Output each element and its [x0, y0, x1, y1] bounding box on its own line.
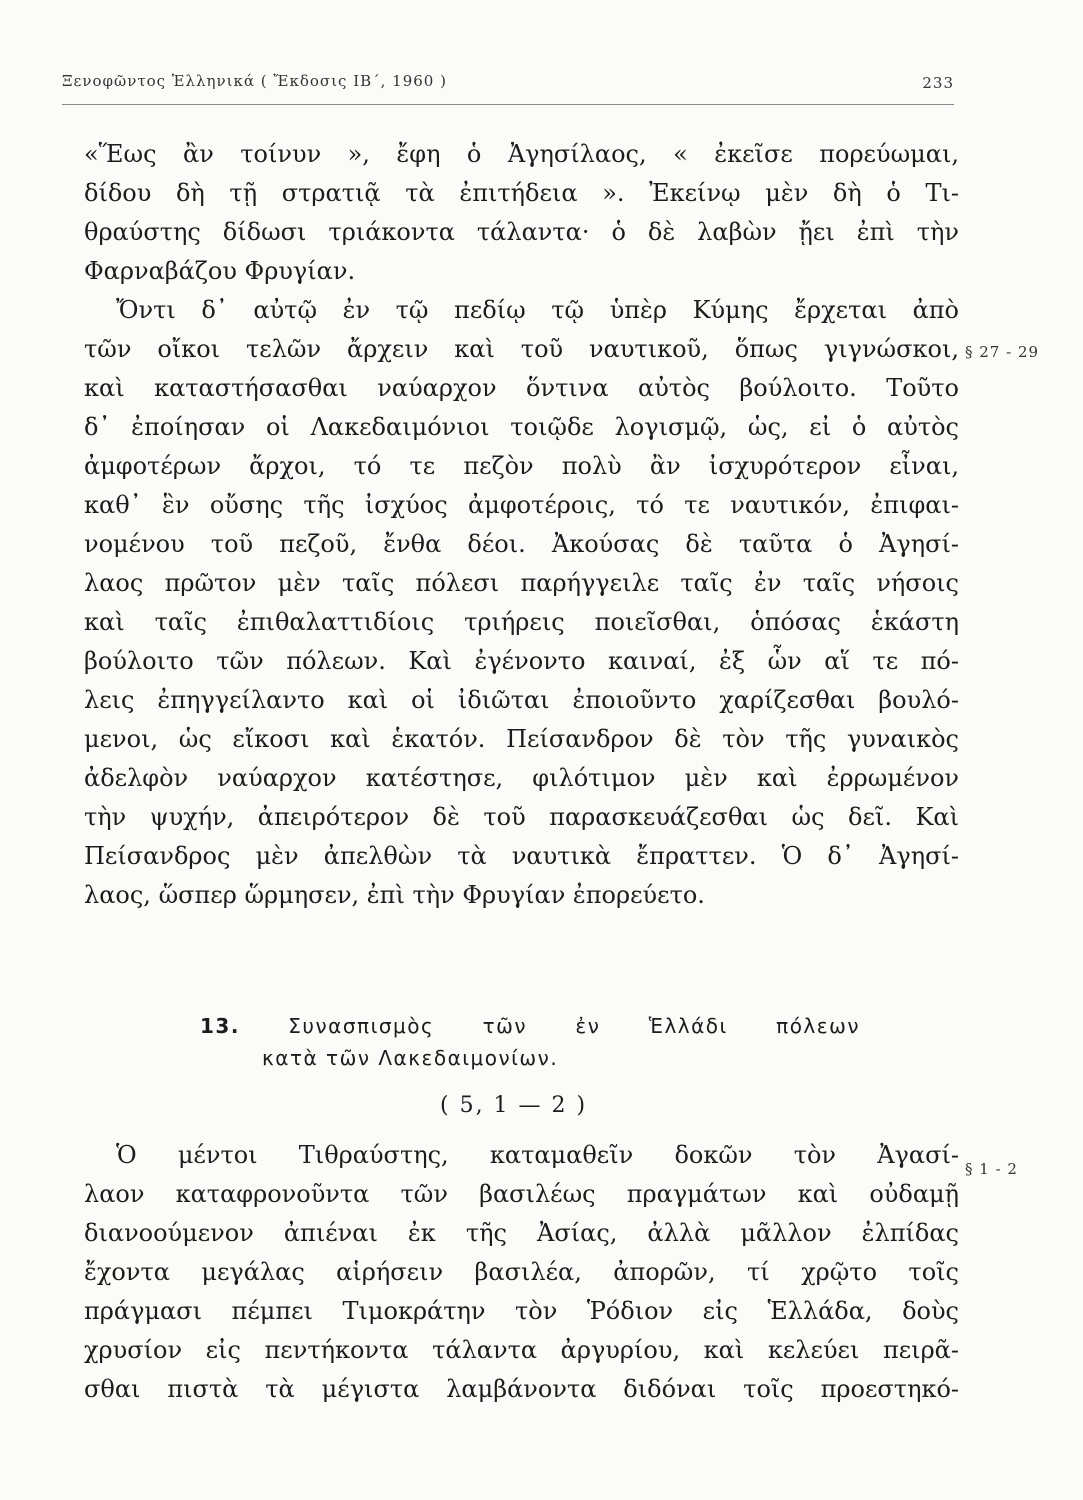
- paragraph-1: [84, 135, 959, 291]
- margin-section-note: § 27 - 29: [965, 343, 1040, 361]
- text-line: καὶ ταῖς ἐπιθαλαττιδίοις τριήρεις ποιεῖσθαι, ὁπόσας ἑκάστη: [84, 608, 959, 636]
- text-line: χρυσίον εἰς πεντήκοντα τάλαντα ἀργυρίου, καὶ κελεύει πειρᾶ-: [84, 1336, 959, 1364]
- section-number: 13.: [200, 1014, 240, 1038]
- text-line: Πείσανδρος μὲν ἀπελθὼν τὰ ναυτικὰ ἔπραττεν. Ὁ δ᾽ Ἀγησί-: [84, 842, 959, 870]
- text-line: Ὁ μέντοι Τιθραύστης, καταμαθεῖν δοκῶν τὸν Ἀγασί-: [116, 1141, 959, 1169]
- paragraph-2: [84, 291, 959, 915]
- section-title-part-1: Συνασπισμὸς τῶν ἐν Ἑλλάδι πόλεων: [288, 1014, 861, 1038]
- paragraph-3: [84, 1136, 959, 1409]
- text-line: βούλοιτο τῶν πόλεων. Καὶ ἐγένοντο καιναί, ἐξ ὧν αἵ τε πό-: [84, 647, 959, 675]
- page-number: 233: [922, 74, 954, 92]
- text-line: μενοι, ὡς εἴκοσι καὶ ἑκατόν. Πείσανδρον δὲ τὸν τῆς γυναικὸς: [84, 725, 959, 753]
- section-heading-line-1: [200, 1010, 860, 1042]
- running-header: [62, 70, 954, 105]
- text-line: λεις ἐπηγγείλαντο καὶ οἱ ἰδιῶται ἐποιοῦντο χαρίζεσθαι βουλό-: [84, 686, 959, 714]
- text-line: ἀμφοτέρων ἄρχοι, τό τε πεζὸν πολὺ ἂν ἰσχυρότερον εἶναι,: [84, 452, 959, 480]
- text-line: Φαρναβάζου Φρυγίαν.: [84, 257, 356, 285]
- text-line: διανοούμενον ἀπιέναι ἐκ τῆς Ἀσίας, ἀλλὰ μᾶλλον ἐλπίδας: [84, 1219, 959, 1247]
- section-reference: ( 5, 1 — 2 ): [440, 1093, 588, 1118]
- text-line: τῶν οἴκοι τελῶν ἄρχειν καὶ τοῦ ναυτικοῦ, ὅπως γιγνώσκοι,: [84, 335, 959, 363]
- text-line: ἀδελφὸν ναύαρχον κατέστησε, φιλότιμον μὲν καὶ ἐρρωμένον: [84, 764, 959, 792]
- text-line: λαος, ὥσπερ ὥρμησεν, ἐπὶ τὴν Φρυγίαν ἐπορεύετο.: [84, 881, 705, 909]
- text-line: θραύστης δίδωσι τριάκοντα τάλαντα· ὁ δὲ λαβὼν ᾔει ἐπὶ τὴν: [84, 218, 959, 246]
- margin-section-note: § 1 - 2: [965, 1160, 1018, 1178]
- section-title-part-2: κατὰ τῶν Λακεδαιμονίων.: [262, 1046, 559, 1070]
- text-line: σθαι πιστὰ τὰ μέγιστα λαμβάνοντα διδόναι τοῖς προεστηκό-: [84, 1375, 959, 1403]
- text-line: δίδου δὴ τῇ στρατιᾷ τὰ ἐπιτήδεια ». Ἐκείνῳ μὲν δὴ ὁ Τι-: [84, 179, 959, 207]
- text-line: δ᾽ ἐποίησαν οἱ Λακεδαιμόνιοι τοιῷδε λογισμῷ, ὡς, εἰ ὁ αὐτὸς: [84, 413, 959, 441]
- text-line: λαον καταφρονοῦντα τῶν βασιλέως πραγμάτων καὶ οὐδαμῇ: [84, 1180, 959, 1208]
- text-line: ἔχοντα μεγάλας αἱρήσειν βασιλέα, ἀπορῶν, τί χρῷτο τοῖς: [84, 1258, 959, 1286]
- text-line: καθ᾽ ἓν οὔσης τῆς ἰσχύος ἀμφοτέροις, τό τε ναυτικόν, ἐπιφαι-: [84, 491, 959, 519]
- header-title: Ξενοφῶντος Ἑλληνικά ( Ἔκδοσις ΙΒ΄, 1960 ): [62, 72, 447, 90]
- text-line: λαος πρῶτον μὲν ταῖς πόλεσι παρήγγειλε ταῖς ἐν ταῖς νήσοις: [84, 569, 959, 597]
- text-line: τὴν ψυχήν, ἀπειρότερον δὲ τοῦ παρασκευάζεσθαι ὡς δεῖ. Καὶ: [84, 803, 959, 831]
- text-line: πράγμασι πέμπει Τιμοκράτην τὸν Ῥόδιον εἰς Ἑλλάδα, δοὺς: [84, 1297, 959, 1325]
- text-line: Ὄντι δ᾽ αὐτῷ ἐν τῷ πεδίῳ τῷ ὑπὲρ Κύμης ἔρχεται ἀπὸ: [116, 296, 959, 324]
- section-heading: [200, 1010, 860, 1074]
- text-line: καὶ καταστήσασθαι ναύαρχον ὅντινα αὐτὸς βούλοιτο. Τοῦτο: [84, 374, 959, 402]
- text-line: νομένου τοῦ πεζοῦ, ἔνθα δέοι. Ἀκούσας δὲ ταῦτα ὁ Ἀγησί-: [84, 530, 959, 558]
- text-line: «Ἕως ἂν τοίνυν », ἔφη ὁ Ἀγησίλαος, « ἐκεῖσε πορεύωμαι,: [84, 140, 959, 168]
